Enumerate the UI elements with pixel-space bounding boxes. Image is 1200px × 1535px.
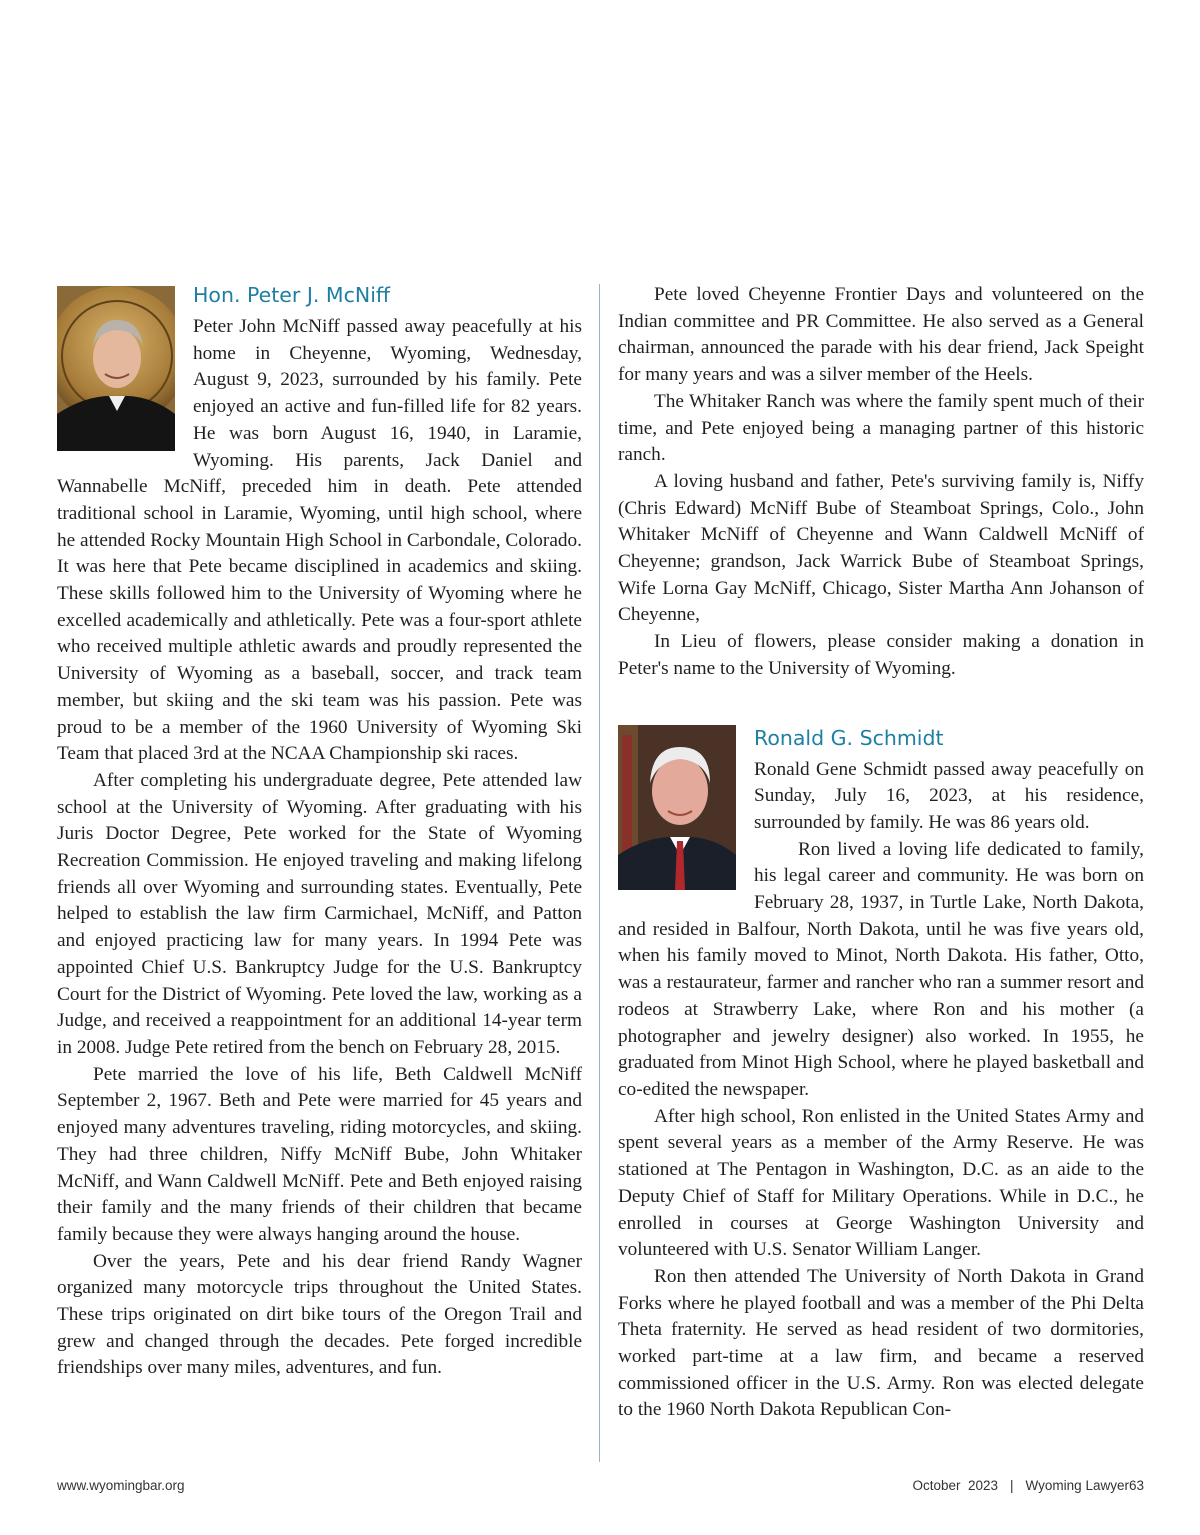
schmidt-paragraph-4: Ron then attended The University of North Dakota in Grand Forks where he played football and was a member of the Phi Delta Theta fraternity. He served as head resident of two dormitories, worked part-time at a law firm, and became a reserved commissioned officer in the U.S. Army. Ron was elected delegate to the 1960 North Dakota Republican Con- — [618, 1265, 1144, 1421]
mcniff-paragraph-4: Over the years, Pete and his dear friend Randy Wagner organized many motorcycle trips throughout the United States. These trips originated on dirt bike tours of the Oregon Trail and grew and changed through the decades. Pete forged incredible friendships over many miles, adventures, and fun. — [57, 1250, 582, 1379]
mcniff-paragraph-6: The Whitaker Ranch was where the family spent much of their time, and Pete enjoyed being a managing partner of this historic ranch. — [618, 390, 1144, 466]
footer-issue: October 2023 — [912, 1478, 999, 1493]
footer-issue-info — [912, 1478, 1144, 1493]
schmidt-portrait — [618, 725, 736, 890]
mcniff-paragraph-5: Pete loved Cheyenne Frontier Days and volunteered on the Indian committee and PR Committee. He also served as a General chairman, announced the parade with his dear friend, Jack Speight for many years and was a silver member of the Heels. — [618, 284, 1144, 386]
schmidt-paragraph-2: Ron lived a loving life dedicated to family, his legal career and community. He was born on February 28, 1937, in Turtle Lake, North Dakota, and resided in Balfour, North Dakota, until he was five years old, when his family moved to Minot, North Dakota. His father, Otto, was a restaurateur, farmer and rancher who ran a summer resort and rodeos at Strawberry Lake, where Ron and his mother (a photographer and jewelry designer) also worked. In 1955, he graduated from Minot High School, where he played basketball and co-edited the newspaper. — [618, 838, 1144, 1100]
obituary-schmidt — [618, 725, 1144, 1425]
page-number: 63 — [1128, 1478, 1144, 1493]
obituary-heading-schmidt: Ronald G. Schmidt — [754, 725, 944, 750]
mcniff-paragraph-3: Pete married the love of his life, Beth Caldwell McNiff September 2, 1967. Beth and Pete were married for 45 years and enjoyed many adventures traveling, riding motorcycles, and skiing. They had three children, Niffy McNiff Bube, John Whitaker McNiff, and Wann Caldwell McNiff. Pete and Beth enjoyed raising their family and the many friends of their children that became family because they were always hanging around the house. — [57, 1063, 582, 1245]
footer-publication: Wyoming Lawyer — [1025, 1478, 1129, 1493]
mcniff-paragraph-2: After completing his undergraduate degree, Pete attended law school at the University of Wyoming. After graduating with his Juris Doctor Degree, Pete worked for the State of Wyoming Recreation Commission. He enjoyed traveling and making lifelong friends all over Wyoming and surrounding states. Eventually, Pete helped to establish the law firm Carmichael, McNiff, and Patton and enjoyed practicing law for many years. In 1994 Pete was appointed Chief U.S. Bankruptcy Judge for the U.S. Bankruptcy Court for the District of Wyoming. Pete loved the law, working as a Judge, and received a reappointment for an additional 14-year term in 2008. Judge Pete retired from the bench on February 28, 2015. — [57, 769, 582, 1058]
footer-separator: | — [1010, 1478, 1014, 1493]
schmidt-portrait-image — [618, 725, 736, 890]
obituary-heading-mcniff: Hon. Peter J. McNiff — [193, 283, 391, 307]
mcniff-paragraph-7: A loving husband and father, Pete's surviving family is, Niffy (Chris Edward) McNiff Bube of Steamboat Springs, Colo., John Whitaker McNiff of Cheyenne and Wann Caldwell McNiff of Cheyenne; grandson, Jack Warrick Bube of Steamboat Springs, Wife Lorna Gay McNiff, Chicago, Sister Martha Ann Johanson of Cheyenne, — [618, 470, 1144, 626]
left-column — [57, 282, 582, 1382]
mcniff-paragraph-1: Peter John McNiff passed away peacefully at his home in Cheyenne, Wyoming, Wednesday, August 9, 2023, surrounded by his family. Pete enjoyed an active and fun-filled life for 82 years. He was born August 16, 1940, in Laramie, Wyoming. His parents, Jack Daniel and Wannabelle McNiff, preceded him in death. Pete attended traditional school in Laramie, Wyoming, until high school, where he attended Rocky Mountain High School in Carbondale, Colorado. It was here that Pete became disciplined in academics and skiing. These skills followed him to the University of Wyoming where he excelled academically and athletically. Pete was a four-sport athlete who received multiple athletic awards and proudly represented the University of Wyoming as a baseball, soccer, and track team member, but skiing and the ski team was his passion. Pete was proud to be a member of the 1960 University of Wyoming Ski Team that placed 3rd at the NCAA Championship ski races. — [57, 316, 582, 765]
mcniff-portrait — [57, 286, 175, 451]
right-column — [618, 282, 1144, 1424]
mcniff-paragraph-8: In Lieu of flowers, please consider making a donation in Peter's name to the University of Wyoming. — [618, 631, 1144, 679]
schmidt-paragraph-1: Ronald Gene Schmidt passed away peacefully on Sunday, July 16, 2023, at his residence, surrounded by family. He was 86 years old. — [754, 758, 1144, 833]
schmidt-paragraph-3: After high school, Ron enlisted in the United States Army and spent several years as a member of the Army Reserve. He was stationed at The Pentagon in Washington, D.C. as an aide to the Deputy Chief of Staff for Military Operations. While in D.C., he enrolled in courses at George Washington University and volunteered with U.S. Senator William Langer. — [618, 1105, 1144, 1261]
footer-website: www.wyomingbar.org — [57, 1478, 185, 1493]
mcniff-portrait-image — [57, 286, 175, 451]
column-divider — [599, 284, 600, 1462]
